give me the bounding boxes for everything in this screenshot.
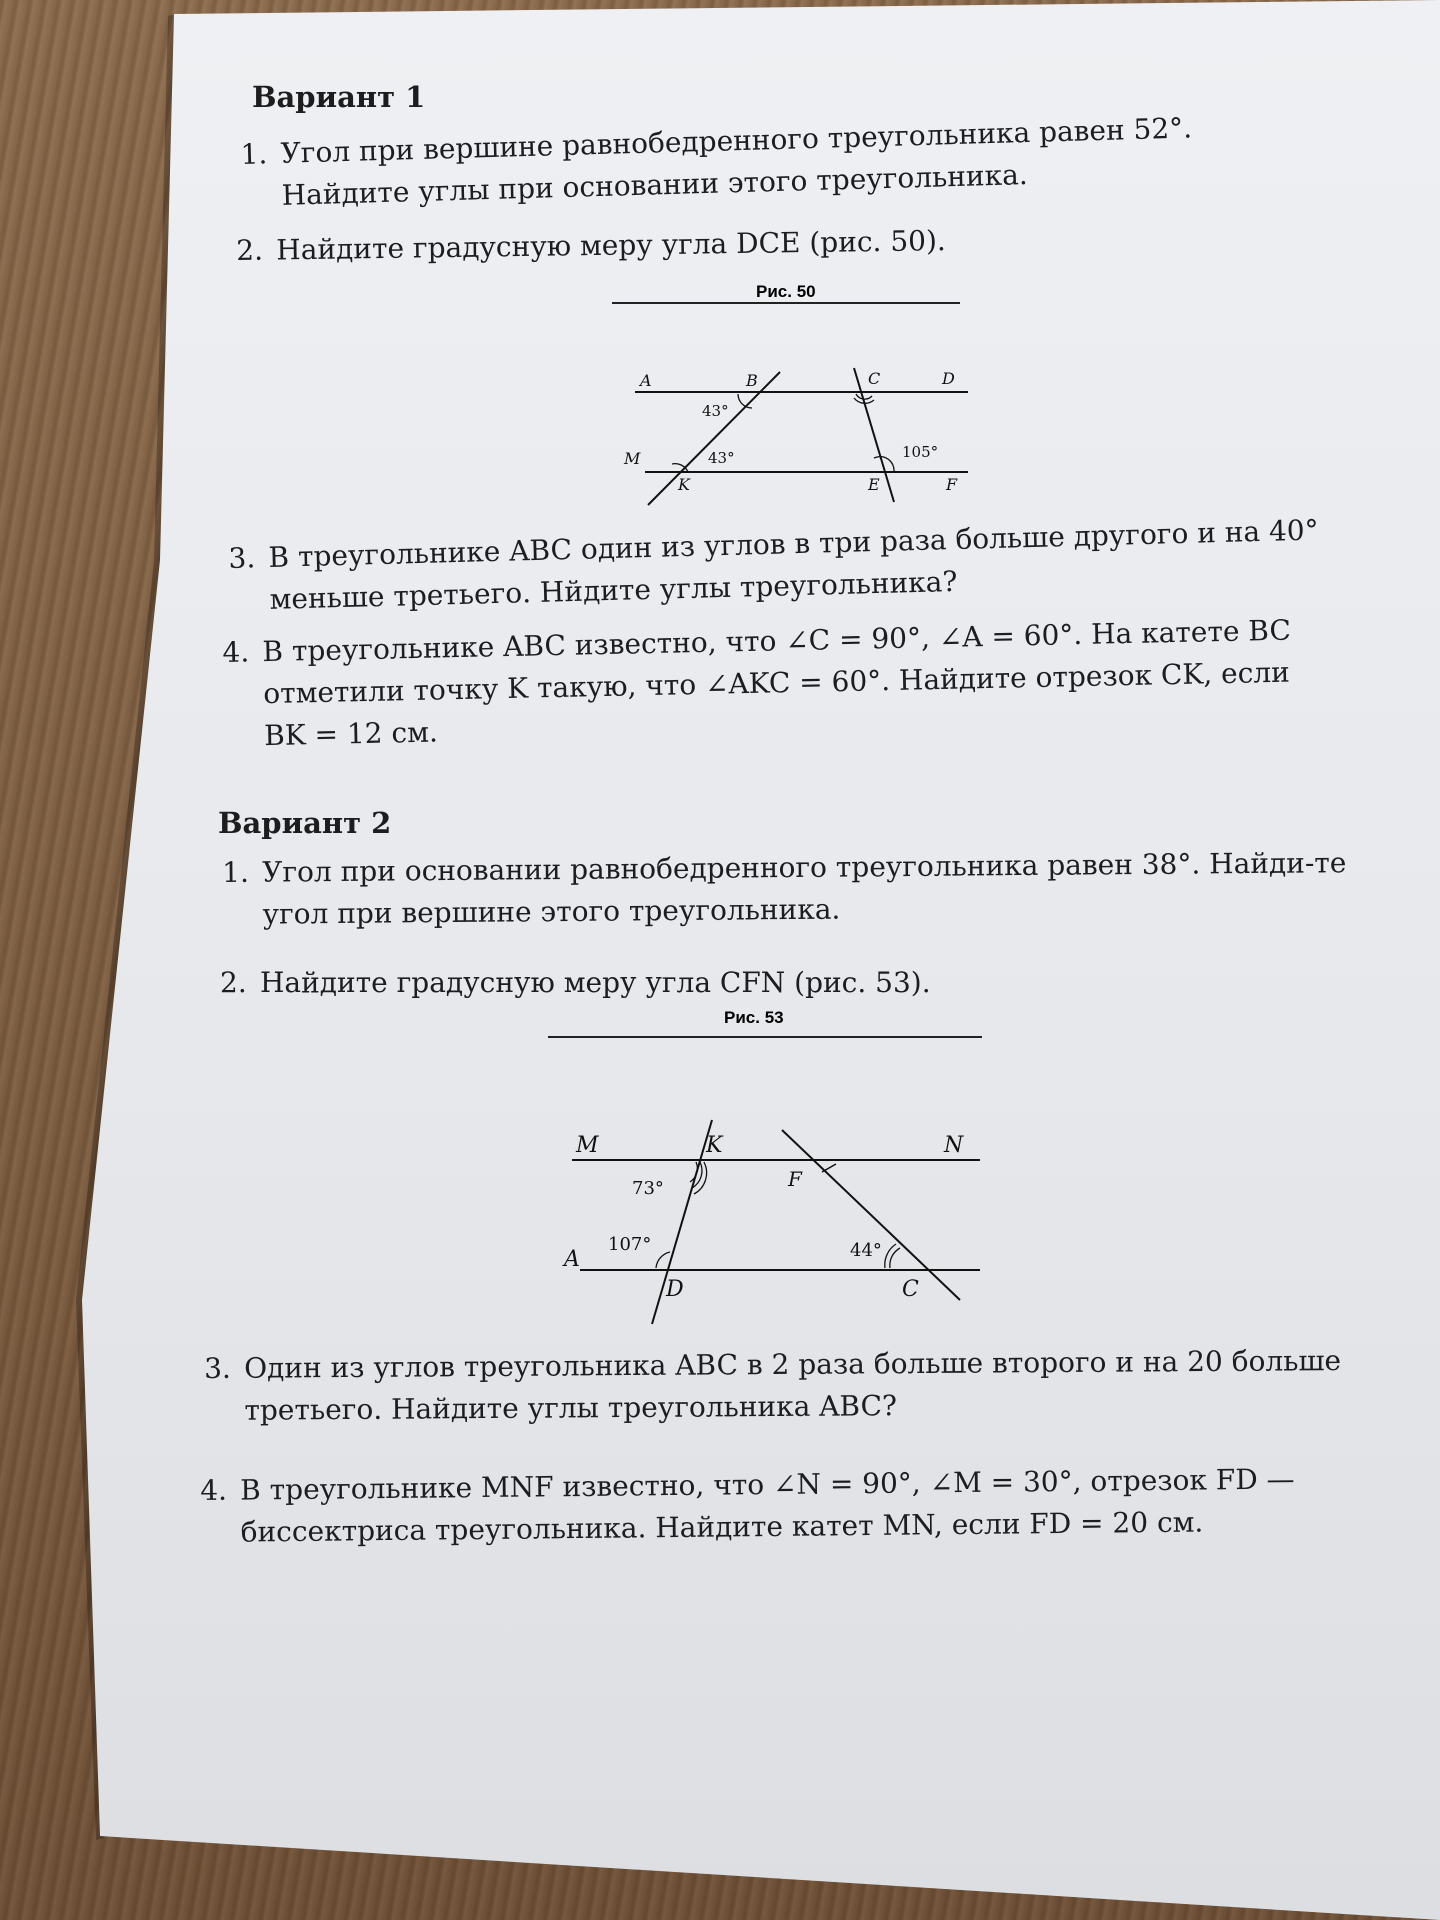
figure-53-caption-rule (548, 1036, 982, 1038)
label-a: A (640, 371, 652, 390)
angle-label-bottom: 43° (708, 449, 735, 467)
label-e: E (868, 475, 880, 494)
variant1-task-4 (222, 609, 1332, 758)
task-text: Найдите градусную меру угла CFN (рис. 53). (260, 966, 931, 999)
angle-label-73: 73° (632, 1178, 664, 1199)
task-number: 2. (220, 966, 247, 999)
angle-label-44: 44° (850, 1240, 882, 1261)
variant1-title: Вариант 1 (252, 80, 426, 114)
label-c: C (868, 369, 881, 388)
variant2-task-1 (222, 842, 1369, 936)
task-number: 4. (222, 635, 250, 669)
angle-label-top: 43° (702, 402, 729, 420)
task-number: 3. (204, 1351, 231, 1385)
angle-label-107: 107° (608, 1234, 652, 1255)
label-c: C (902, 1277, 919, 1302)
label-f: F (946, 475, 958, 494)
task-number: 1. (222, 855, 250, 889)
angle-arc-k (672, 464, 688, 472)
label-a: A (564, 1247, 580, 1272)
figure-53-diagram (560, 1110, 990, 1340)
label-m: M (624, 449, 641, 468)
label-d: D (666, 1277, 684, 1302)
label-k: K (706, 1133, 723, 1158)
task-text: Один из углов треугольника ABC в 2 раза больше второго и на 20 больше третьего. Найдите углы треугольника ABC? (244, 1344, 1342, 1427)
task-text: В треугольнике ABC известно, что ∠C = 90°, ∠A = 60°. На катете BC отметили точку K такую, что ∠AKC = 60°. Найдите отрезок CK, если BK = 12 см. (262, 613, 1292, 753)
variant2-title: Вариант 2 (218, 806, 392, 840)
label-n: N (944, 1133, 964, 1158)
task-text: Угол при основании равнобедренного треугольника равен 38°. Найди-те угол при вершине этого треугольника. (262, 846, 1347, 931)
task-text: В треугольнике MNF известно, что ∠N = 90°, ∠M = 30°, отрезок FD — биссектриса треугольника. Найдите катет MN, если FD = 20 см. (240, 1462, 1295, 1549)
label-b: B (746, 371, 758, 390)
label-d: D (942, 369, 955, 388)
task-number: 3. (228, 541, 256, 575)
figure-53-caption: Рис. 53 (724, 1008, 784, 1027)
label-f: F (788, 1167, 802, 1191)
task-number: 4. (200, 1473, 228, 1507)
figure-50-diagram (610, 360, 980, 520)
figure-50-caption-rule (612, 302, 960, 304)
angle-arc-44-1 (890, 1248, 900, 1268)
angle-arc-107 (656, 1252, 670, 1268)
variant2-task-4 (200, 1457, 1423, 1554)
label-m: M (576, 1133, 599, 1158)
line-fc (782, 1130, 960, 1300)
angle-label-right: 105° (902, 443, 939, 461)
label-k: K (678, 475, 690, 494)
task-text: Найдите градусную меру угла DCE (рис. 50). (276, 224, 947, 267)
tick-f (822, 1164, 836, 1172)
task-number: 2. (236, 233, 264, 267)
task-text: Угол при вершине равнобедренного треугольника равен 52°. Найдите углы при основании этого треугольника. (280, 111, 1193, 212)
variant2-task-2 (220, 962, 1220, 1004)
task-number: 1. (240, 137, 268, 171)
figure-50-caption: Рис. 50 (756, 282, 816, 301)
variant2-task-3 (204, 1340, 1409, 1432)
task-text: В треугольнике ABC один из углов в три раза больше другого и на 40° меньше третьего. Нйдите углы треугольника? (268, 513, 1320, 616)
